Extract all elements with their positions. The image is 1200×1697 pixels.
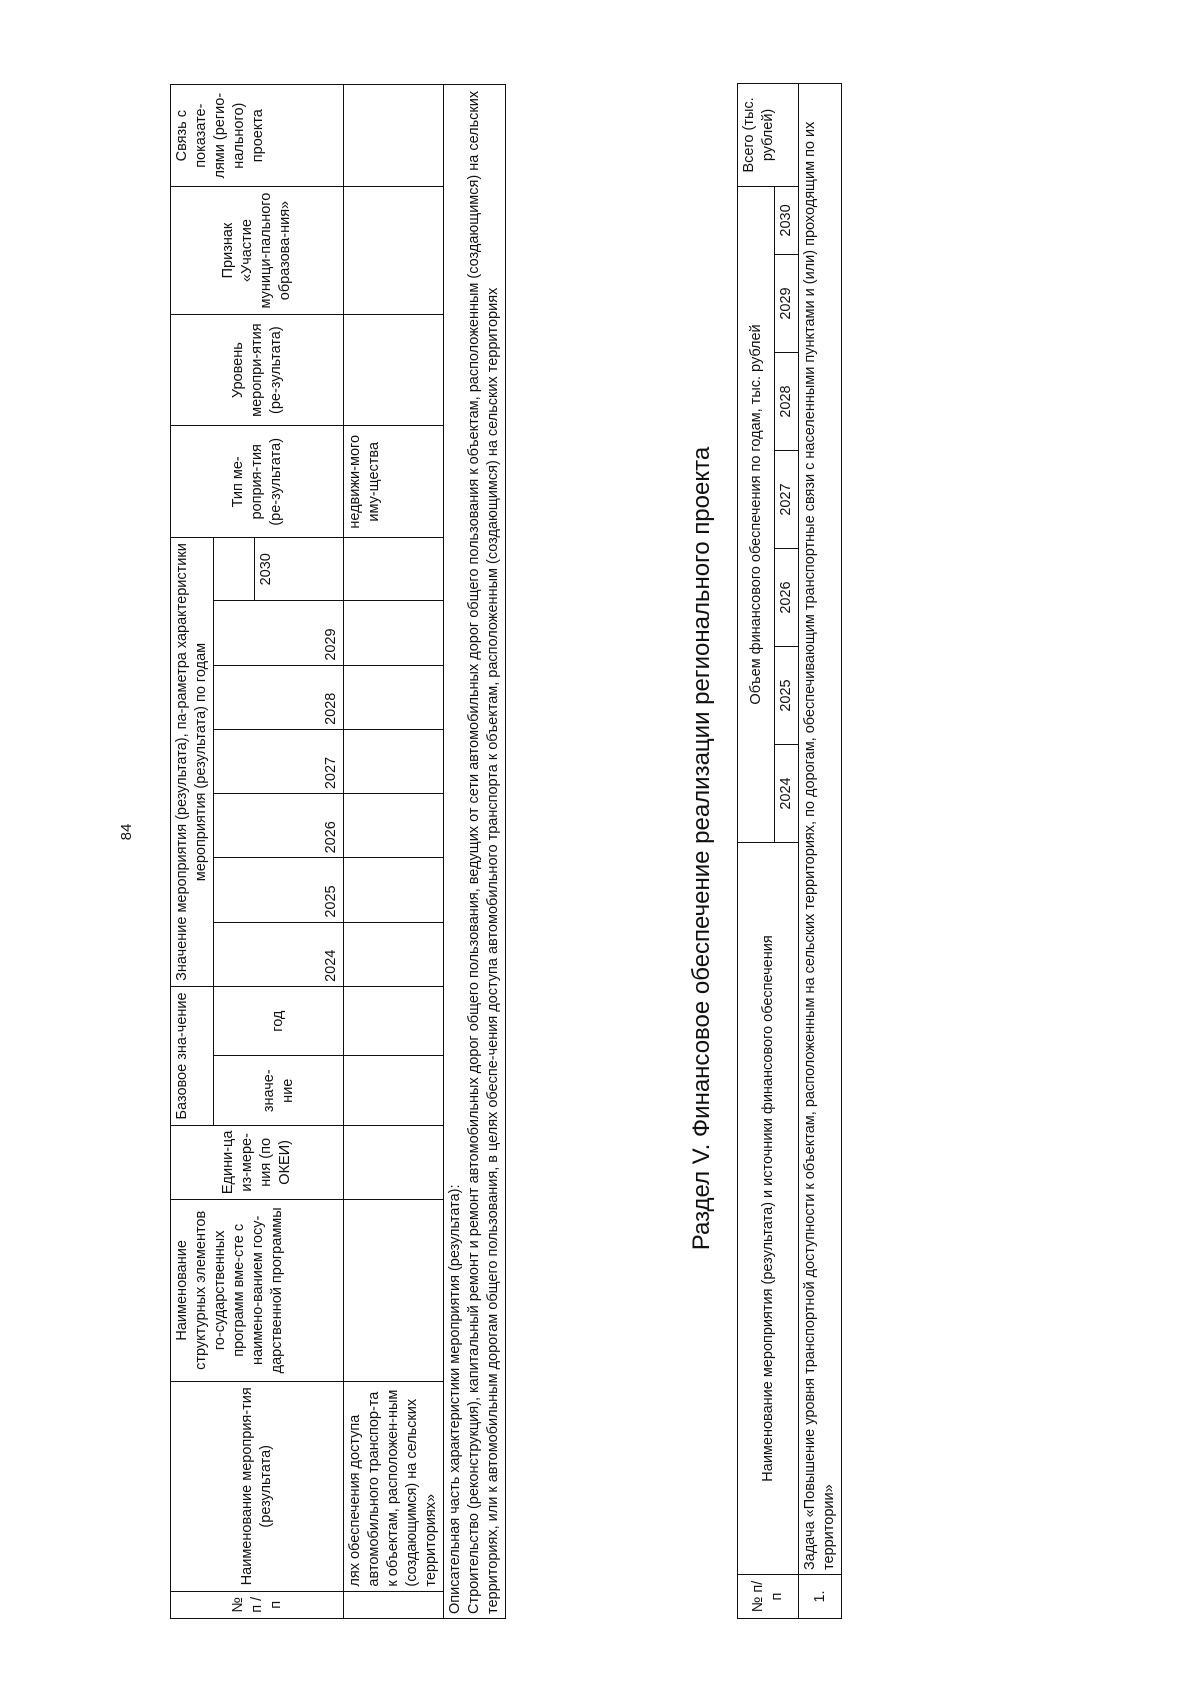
row-base-year: [344, 986, 444, 1056]
header-participation: Признак «Участие муници-пального образова-ния»: [171, 187, 344, 314]
row-v2026: [344, 794, 444, 858]
fin-year-2028: 2028: [775, 353, 799, 451]
fin-header-volume: Объем финансового обеспечения по годам, тыс. рублей: [738, 186, 775, 842]
header-struct: Наименование структурных элементов го-сударственных программ вме-сте с наимено-ванием госу-дарственной программы: [171, 1199, 344, 1381]
fin-year-2027: 2027: [775, 451, 799, 549]
fin-year-2029: 2029: [775, 255, 799, 353]
header-link: Связь с показате-лями (регио-нального) проекта: [171, 85, 344, 187]
row-struct: [344, 1199, 444, 1381]
header-base-year: год: [214, 986, 344, 1056]
fin-header-name: Наименование мероприятия (результата) и источники финансового обеспечения: [738, 843, 799, 1575]
header-base-value: значе-ние: [214, 1056, 344, 1126]
year-2025: 2025: [214, 858, 344, 922]
year-2030-spacer: [214, 538, 255, 601]
page-number: 84: [118, 823, 135, 841]
header-num: № п /п: [171, 1591, 344, 1618]
fin-header-total: Всего (тыс. рублей): [738, 83, 799, 186]
row-unit: [344, 1125, 444, 1199]
row-participation: [344, 187, 444, 314]
fin-year-2025: 2025: [775, 647, 799, 745]
description-text: Строительство (реконструкция), капитальный ремонт и ремонт автомобильных дорог общего пользования, ведущих от сети автомобильных дорог общего пользования к объектам, расположенным (создающимся) на сельских территориях, или к автомобильным дорогам общего пользования, в целях обеспе-чения доступа автомобильного транспорта к объектам, расположенным (создающимся) на сельских территориях: [466, 90, 501, 1614]
fin-header-num: № п/п: [738, 1575, 799, 1619]
row-num: [344, 1591, 444, 1618]
row-v2028: [344, 665, 444, 729]
fin-year-2024: 2024: [775, 745, 799, 843]
row-v2030: [344, 538, 444, 601]
row-v2024: [344, 922, 444, 986]
row-name: лях обеспечения доступа автомобильного транспор-та к объектам, расположен-ным (создающимся) на сельских территориях»: [344, 1381, 444, 1591]
row-type: недвижи-мого иму-щества: [344, 426, 444, 538]
row-v2025: [344, 858, 444, 922]
row-v2029: [344, 601, 444, 665]
row-v2027: [344, 729, 444, 793]
year-2029: 2029: [214, 601, 344, 665]
description-cell: [444, 85, 506, 1619]
row-base-value: [344, 1056, 444, 1126]
fin-year-2026: 2026: [775, 549, 799, 647]
row-level: [344, 314, 444, 426]
year-2024: 2024: [214, 922, 344, 986]
year-2026: 2026: [214, 794, 344, 858]
row-link: [344, 85, 444, 187]
description-title: Описательная часть характеристики мероприятия (результата):: [447, 1184, 463, 1614]
header-name: Наименование мероприя-тия (результата): [171, 1381, 344, 1591]
header-level: Уровень меропри-ятия (ре-зультата): [171, 314, 344, 426]
year-2030: 2030: [255, 538, 344, 601]
header-base: Базовое зна-чение: [171, 986, 214, 1125]
fin-row-text: Задача «Повышение уровня транспортной доступности к объектам, расположенным на сельских территориях, по дорогам, обеспечивающим транспортные связи с населенными пунктами и (или) проходящим по их территории»: [799, 83, 842, 1574]
year-2027: 2027: [214, 729, 344, 793]
finance-table: [737, 83, 842, 1619]
section-title: Раздел V. Финансовое обеспечение реализации регионального проекта: [688, 446, 715, 1251]
header-unit: Едини-ца из-мере-ния (по ОКЕИ): [171, 1125, 344, 1199]
measures-table: [170, 84, 506, 1619]
year-2028: 2028: [214, 665, 344, 729]
fin-year-2030: 2030: [775, 186, 799, 254]
header-values-by-year: Значение мероприятия (результата), па-раметра характеристики мероприятия (результата) по годам: [171, 538, 214, 987]
fin-row-num: 1.: [799, 1575, 842, 1619]
header-type: Тип ме-роприя-тия (ре-зультата): [171, 426, 344, 538]
